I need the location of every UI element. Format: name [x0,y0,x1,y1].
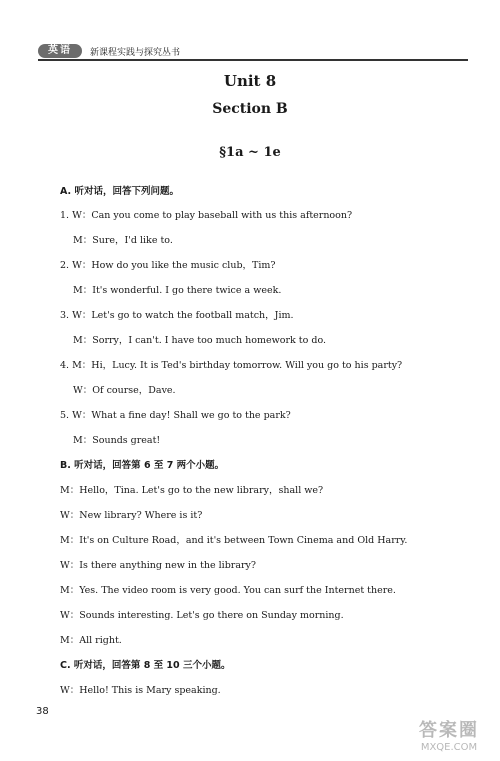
dialogue-line: M：It's on Culture Road，and it's between Town Cinema and Old Harry. [60,535,408,546]
dialogue-line: W：Sounds interesting. Let's go there on Sunday morning. [60,610,344,621]
subject-badge: 英语 [38,44,82,58]
dialogue-line: 4. M：Hi，Lucy. It is Ted's birthday tomorrow. Will you go to his party? [60,360,403,371]
dialogue-line: 1. W：Can you come to play baseball with us this afternoon? [60,210,353,221]
dialogue-line: M：Yes. The video room is very good. You can surf the Internet there. [60,585,396,596]
part-a-heading: A. 听对话，回答下列问题。 [60,186,179,197]
header-divider [38,59,468,61]
part-b-heading: B. 听对话，回答第 6 至 7 两个小题。 [60,460,225,471]
series-title: 新课程实践与探究丛书 [90,47,181,58]
watermark-url: MXQE.COM [420,742,478,753]
dialogue-line: W：Is there anything new in the library? [60,560,257,571]
header-bar [38,44,180,58]
dialogue-line: M：Sorry，I can't. I have too much homework to do. [73,335,327,346]
dialogue-line: 5. W：What a fine day! Shall we go to the park? [60,410,291,421]
dialogue-line: W：Of course，Dave. [73,385,176,396]
dialogue-line: M：Sounds great! [73,435,161,446]
watermark-logo [404,720,494,756]
page-number: 38 [36,706,49,717]
section-title: Section B [212,101,288,117]
unit-title: Unit 8 [223,72,277,90]
part-c-heading: C. 听对话，回答第 8 至 10 三个小题。 [60,660,231,671]
subsection-title: §1a ~ 1e [219,145,281,160]
dialogue-line: M：All right. [60,635,122,646]
dialogue-line: 2. W：How do you like the music club，Tim? [60,260,276,271]
dialogue-line: W：New library? Where is it? [60,510,203,521]
dialogue-line: M：It's wonderful. I go there twice a week. [73,285,282,296]
dialogue-line: W：Hello! This is Mary speaking. [60,685,221,696]
dialogue-line: 3. W：Let's go to watch the football match，Jim. [60,310,294,321]
dialogue-line: M：Hello，Tina. Let's go to the new library，shall we? [60,485,324,496]
watermark-text: 答案圈 [419,720,479,741]
dialogue-line: M：Sure，I'd like to. [73,235,173,246]
